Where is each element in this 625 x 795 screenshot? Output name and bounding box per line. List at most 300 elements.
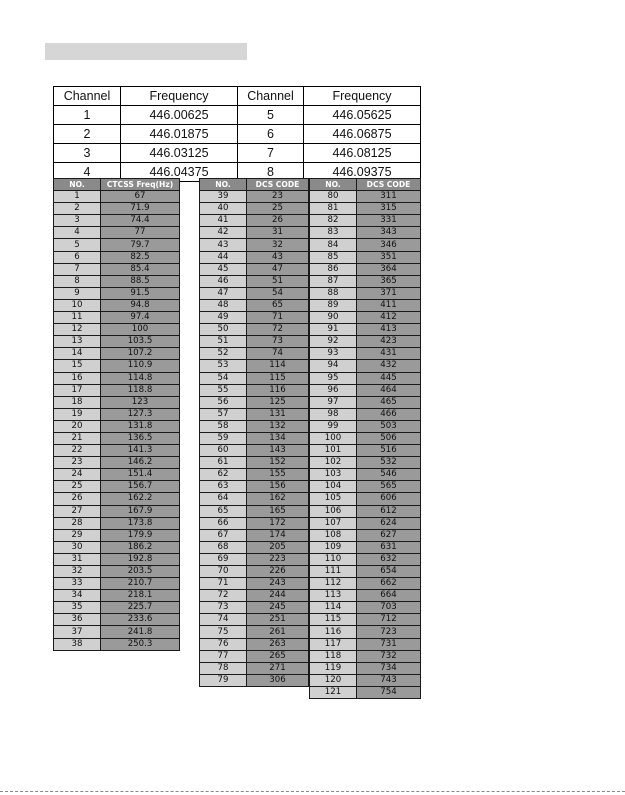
table-row xyxy=(310,432,421,444)
no-header: NO. xyxy=(200,179,247,191)
dcs-code-cell: 306 xyxy=(247,674,309,686)
number-cell: 6 xyxy=(54,251,101,263)
table-row xyxy=(200,614,309,626)
ctcss-frequency-cell: 136.5 xyxy=(101,432,180,444)
number-cell: 118 xyxy=(310,650,357,662)
frequency-cell: 446.05625 xyxy=(304,106,421,125)
dcs-code-cell: 54 xyxy=(247,287,309,299)
number-cell: 22 xyxy=(54,445,101,457)
number-cell: 47 xyxy=(200,287,247,299)
dcs-code-cell: 311 xyxy=(357,191,421,203)
number-cell: 3 xyxy=(54,215,101,227)
table-row xyxy=(200,590,309,602)
number-cell: 102 xyxy=(310,457,357,469)
number-cell: 37 xyxy=(54,626,101,638)
table-row xyxy=(54,541,180,553)
table-row xyxy=(200,203,309,215)
table-row xyxy=(54,191,180,203)
dcs-code-cell: 606 xyxy=(357,493,421,505)
number-cell: 26 xyxy=(54,493,101,505)
ctcss-frequency-cell: 173.8 xyxy=(101,517,180,529)
number-cell: 85 xyxy=(310,251,357,263)
channel-cell: 1 xyxy=(54,106,121,125)
dcs-code-cell: 411 xyxy=(357,299,421,311)
dcs-code-cell: 331 xyxy=(357,215,421,227)
channel-cell: 3 xyxy=(54,144,121,163)
number-cell: 112 xyxy=(310,578,357,590)
dcs-code-cell: 125 xyxy=(247,396,309,408)
table-row xyxy=(310,324,421,336)
frequency-cell: 446.03125 xyxy=(121,144,238,163)
number-cell: 61 xyxy=(200,457,247,469)
ctcss-frequency-cell: 156.7 xyxy=(101,481,180,493)
ctcss-frequency-cell: 67 xyxy=(101,191,180,203)
number-cell: 20 xyxy=(54,420,101,432)
table-row xyxy=(54,420,180,432)
dcs-code-cell: 114 xyxy=(247,360,309,372)
table-row xyxy=(54,360,180,372)
ctcss-frequency-cell: 74.4 xyxy=(101,215,180,227)
table-header-row xyxy=(310,179,421,191)
table-header-row xyxy=(54,87,421,106)
table-row xyxy=(310,191,421,203)
number-cell: 30 xyxy=(54,541,101,553)
frequency-cell: 446.09375 xyxy=(304,163,421,182)
dcs-code-cell: 627 xyxy=(357,529,421,541)
number-cell: 32 xyxy=(54,566,101,578)
table-header-row xyxy=(200,179,309,191)
table-row xyxy=(200,384,309,396)
table-row xyxy=(200,336,309,348)
dcs-code-cell: 734 xyxy=(357,662,421,674)
dcs-code-cell: 155 xyxy=(247,469,309,481)
dcs-code-table-1 xyxy=(199,178,309,687)
dcs-code-cell: 134 xyxy=(247,432,309,444)
number-cell: 116 xyxy=(310,626,357,638)
table-row xyxy=(54,517,180,529)
number-cell: 84 xyxy=(310,239,357,251)
table-row xyxy=(200,408,309,420)
dcs-code-cell: 654 xyxy=(357,566,421,578)
dcs-code-cell: 364 xyxy=(357,263,421,275)
ctcss-frequency-cell: 241.8 xyxy=(101,626,180,638)
table-row xyxy=(200,251,309,263)
table-row xyxy=(200,541,309,553)
dcs-code-cell: 412 xyxy=(357,312,421,324)
number-cell: 89 xyxy=(310,299,357,311)
number-cell: 25 xyxy=(54,481,101,493)
table-row xyxy=(310,203,421,215)
no-header: NO. xyxy=(310,179,357,191)
ctcss-frequency-cell: 71.9 xyxy=(101,203,180,215)
number-cell: 16 xyxy=(54,372,101,384)
table-header-row xyxy=(54,179,180,191)
number-cell: 111 xyxy=(310,566,357,578)
table-row xyxy=(200,299,309,311)
table-row xyxy=(200,553,309,565)
table-row xyxy=(310,457,421,469)
dcs-code-header: DCS CODE xyxy=(247,179,309,191)
number-cell: 80 xyxy=(310,191,357,203)
table-row xyxy=(54,553,180,565)
number-cell: 117 xyxy=(310,638,357,650)
table-row xyxy=(200,275,309,287)
table-row xyxy=(54,578,180,590)
ctcss-frequency-cell: 131.8 xyxy=(101,420,180,432)
dcs-code-cell: 244 xyxy=(247,590,309,602)
dcs-code-cell: 431 xyxy=(357,348,421,360)
table-row xyxy=(54,251,180,263)
table-row xyxy=(310,517,421,529)
table-row xyxy=(200,457,309,469)
number-cell: 35 xyxy=(54,602,101,614)
table-row xyxy=(54,638,180,650)
table-row xyxy=(310,396,421,408)
number-cell: 38 xyxy=(54,638,101,650)
number-cell: 71 xyxy=(200,578,247,590)
channel-frequency-table xyxy=(53,86,421,182)
table-row xyxy=(310,408,421,420)
frequency-cell: 446.00625 xyxy=(121,106,238,125)
number-cell: 107 xyxy=(310,517,357,529)
number-cell: 21 xyxy=(54,432,101,444)
dcs-code-cell: 51 xyxy=(247,275,309,287)
table-row xyxy=(54,566,180,578)
table-row xyxy=(200,602,309,614)
dcs-code-cell: 152 xyxy=(247,457,309,469)
dcs-code-cell: 516 xyxy=(357,445,421,457)
ctcss-frequency-cell: 100 xyxy=(101,324,180,336)
number-cell: 31 xyxy=(54,553,101,565)
number-cell: 106 xyxy=(310,505,357,517)
number-cell: 2 xyxy=(54,203,101,215)
dcs-code-cell: 546 xyxy=(357,469,421,481)
table-row xyxy=(310,360,421,372)
table-row xyxy=(200,287,309,299)
number-cell: 50 xyxy=(200,324,247,336)
table-row xyxy=(200,505,309,517)
ctcss-frequency-cell: 225.7 xyxy=(101,602,180,614)
ctcss-frequency-cell: 82.5 xyxy=(101,251,180,263)
dcs-code-cell: 162 xyxy=(247,493,309,505)
dcs-code-cell: 465 xyxy=(357,396,421,408)
number-cell: 91 xyxy=(310,324,357,336)
table-row xyxy=(310,469,421,481)
table-row xyxy=(310,384,421,396)
number-cell: 7 xyxy=(54,263,101,275)
table-row xyxy=(54,348,180,360)
dcs-code-cell: 73 xyxy=(247,336,309,348)
table-row xyxy=(54,372,180,384)
table-row xyxy=(200,263,309,275)
dcs-code-cell: 245 xyxy=(247,602,309,614)
number-cell: 54 xyxy=(200,372,247,384)
dcs-code-cell: 712 xyxy=(357,614,421,626)
number-cell: 24 xyxy=(54,469,101,481)
number-cell: 62 xyxy=(200,469,247,481)
number-cell: 5 xyxy=(54,239,101,251)
dcs-code-cell: 631 xyxy=(357,541,421,553)
number-cell: 52 xyxy=(200,348,247,360)
dcs-code-cell: 165 xyxy=(247,505,309,517)
number-cell: 66 xyxy=(200,517,247,529)
frequency-cell: 446.06875 xyxy=(304,125,421,144)
table-row xyxy=(54,602,180,614)
number-cell: 1 xyxy=(54,191,101,203)
dcs-code-cell: 662 xyxy=(357,578,421,590)
ctcss-frequency-cell: 79.7 xyxy=(101,239,180,251)
dcs-code-cell: 423 xyxy=(357,336,421,348)
dcs-code-cell: 445 xyxy=(357,372,421,384)
number-cell: 76 xyxy=(200,638,247,650)
number-cell: 29 xyxy=(54,529,101,541)
ctcss-frequency-cell: 91.5 xyxy=(101,287,180,299)
number-cell: 65 xyxy=(200,505,247,517)
table-row xyxy=(54,481,180,493)
number-cell: 4 xyxy=(54,227,101,239)
dcs-code-cell: 754 xyxy=(357,686,421,698)
number-cell: 73 xyxy=(200,602,247,614)
ctcss-table xyxy=(53,178,180,651)
ctcss-frequency-cell: 103.5 xyxy=(101,336,180,348)
table-row xyxy=(54,590,180,602)
number-cell: 96 xyxy=(310,384,357,396)
number-cell: 93 xyxy=(310,348,357,360)
table-row xyxy=(200,227,309,239)
no-header: NO. xyxy=(54,179,101,191)
number-cell: 68 xyxy=(200,541,247,553)
number-cell: 103 xyxy=(310,469,357,481)
dcs-code-cell: 223 xyxy=(247,553,309,565)
number-cell: 97 xyxy=(310,396,357,408)
table-row xyxy=(54,445,180,457)
dcs-code-cell: 143 xyxy=(247,445,309,457)
number-cell: 119 xyxy=(310,662,357,674)
dcs-code-cell: 243 xyxy=(247,578,309,590)
number-cell: 27 xyxy=(54,505,101,517)
table-row xyxy=(200,360,309,372)
table-row xyxy=(310,263,421,275)
channel-header: Channel xyxy=(54,87,121,106)
ctcss-frequency-cell: 107.2 xyxy=(101,348,180,360)
number-cell: 72 xyxy=(200,590,247,602)
number-cell: 99 xyxy=(310,420,357,432)
number-cell: 46 xyxy=(200,275,247,287)
table-row xyxy=(200,626,309,638)
number-cell: 82 xyxy=(310,215,357,227)
table-row xyxy=(310,638,421,650)
channel-cell: 6 xyxy=(238,125,304,144)
dcs-code-cell: 732 xyxy=(357,650,421,662)
number-cell: 40 xyxy=(200,203,247,215)
number-cell: 34 xyxy=(54,590,101,602)
number-cell: 28 xyxy=(54,517,101,529)
frequency-header: Frequency xyxy=(121,87,238,106)
table-row xyxy=(200,469,309,481)
table-row xyxy=(200,481,309,493)
number-cell: 120 xyxy=(310,674,357,686)
table-row xyxy=(200,396,309,408)
dcs-code-cell: 174 xyxy=(247,529,309,541)
number-cell: 60 xyxy=(200,445,247,457)
dcs-code-cell: 31 xyxy=(247,227,309,239)
number-cell: 15 xyxy=(54,360,101,372)
table-row xyxy=(310,590,421,602)
dcs-code-cell: 723 xyxy=(357,626,421,638)
table-row xyxy=(54,432,180,444)
table-row xyxy=(310,650,421,662)
channel-header: Channel xyxy=(238,87,304,106)
table-row xyxy=(200,420,309,432)
ctcss-frequency-cell: 97.4 xyxy=(101,312,180,324)
number-cell: 33 xyxy=(54,578,101,590)
redacted-title-bar xyxy=(45,43,247,60)
number-cell: 44 xyxy=(200,251,247,263)
ctcss-frequency-cell: 203.5 xyxy=(101,566,180,578)
number-cell: 11 xyxy=(54,312,101,324)
number-cell: 74 xyxy=(200,614,247,626)
dcs-code-cell: 25 xyxy=(247,203,309,215)
dcs-code-cell: 226 xyxy=(247,566,309,578)
table-row xyxy=(310,287,421,299)
dcs-code-cell: 172 xyxy=(247,517,309,529)
number-cell: 67 xyxy=(200,529,247,541)
number-cell: 90 xyxy=(310,312,357,324)
table-row xyxy=(310,215,421,227)
dcs-code-cell: 65 xyxy=(247,299,309,311)
table-row xyxy=(200,517,309,529)
number-cell: 53 xyxy=(200,360,247,372)
frequency-cell: 446.01875 xyxy=(121,125,238,144)
number-cell: 17 xyxy=(54,384,101,396)
number-cell: 41 xyxy=(200,215,247,227)
channel-cell: 8 xyxy=(238,163,304,182)
number-cell: 100 xyxy=(310,432,357,444)
table-row xyxy=(310,493,421,505)
table-row xyxy=(54,626,180,638)
dcs-code-cell: 371 xyxy=(357,287,421,299)
number-cell: 59 xyxy=(200,432,247,444)
dcs-code-table-2 xyxy=(309,178,421,699)
number-cell: 87 xyxy=(310,275,357,287)
number-cell: 77 xyxy=(200,650,247,662)
page-bottom-border xyxy=(0,791,625,792)
table-row xyxy=(310,578,421,590)
number-cell: 75 xyxy=(200,626,247,638)
number-cell: 36 xyxy=(54,614,101,626)
ctcss-frequency-cell: 85.4 xyxy=(101,263,180,275)
ctcss-frequency-cell: 233.6 xyxy=(101,614,180,626)
dcs-code-cell: 271 xyxy=(247,662,309,674)
ctcss-frequency-cell: 123 xyxy=(101,396,180,408)
number-cell: 14 xyxy=(54,348,101,360)
ctcss-frequency-cell: 88.5 xyxy=(101,275,180,287)
table-row xyxy=(310,553,421,565)
number-cell: 88 xyxy=(310,287,357,299)
dcs-code-cell: 261 xyxy=(247,626,309,638)
dcs-code-cell: 351 xyxy=(357,251,421,263)
number-cell: 109 xyxy=(310,541,357,553)
dcs-code-cell: 132 xyxy=(247,420,309,432)
table-row xyxy=(54,299,180,311)
number-cell: 57 xyxy=(200,408,247,420)
number-cell: 58 xyxy=(200,420,247,432)
channel-cell: 4 xyxy=(54,163,121,182)
dcs-code-cell: 413 xyxy=(357,324,421,336)
table-row xyxy=(310,686,421,698)
channel-cell: 7 xyxy=(238,144,304,163)
dcs-code-cell: 251 xyxy=(247,614,309,626)
table-row xyxy=(54,287,180,299)
number-cell: 42 xyxy=(200,227,247,239)
table-row xyxy=(310,420,421,432)
table-row xyxy=(310,674,421,686)
number-cell: 121 xyxy=(310,686,357,698)
number-cell: 63 xyxy=(200,481,247,493)
number-cell: 39 xyxy=(200,191,247,203)
channel-cell: 5 xyxy=(238,106,304,125)
number-cell: 56 xyxy=(200,396,247,408)
dcs-code-cell: 612 xyxy=(357,505,421,517)
table-row xyxy=(200,191,309,203)
ctcss-frequency-cell: 250.3 xyxy=(101,638,180,650)
dcs-code-cell: 506 xyxy=(357,432,421,444)
table-row xyxy=(54,529,180,541)
table-row xyxy=(310,602,421,614)
number-cell: 8 xyxy=(54,275,101,287)
table-row xyxy=(310,372,421,384)
table-row xyxy=(54,144,421,163)
dcs-code-cell: 503 xyxy=(357,420,421,432)
table-row xyxy=(200,372,309,384)
dcs-code-cell: 365 xyxy=(357,275,421,287)
table-row xyxy=(200,578,309,590)
number-cell: 110 xyxy=(310,553,357,565)
table-row xyxy=(200,239,309,251)
table-row xyxy=(54,614,180,626)
table-row xyxy=(310,275,421,287)
dcs-code-cell: 315 xyxy=(357,203,421,215)
number-cell: 86 xyxy=(310,263,357,275)
number-cell: 83 xyxy=(310,227,357,239)
number-cell: 23 xyxy=(54,457,101,469)
number-cell: 115 xyxy=(310,614,357,626)
dcs-code-cell: 115 xyxy=(247,372,309,384)
number-cell: 114 xyxy=(310,602,357,614)
number-cell: 43 xyxy=(200,239,247,251)
number-cell: 81 xyxy=(310,203,357,215)
dcs-code-cell: 343 xyxy=(357,227,421,239)
dcs-code-cell: 23 xyxy=(247,191,309,203)
table-row xyxy=(54,215,180,227)
dcs-code-cell: 632 xyxy=(357,553,421,565)
dcs-code-cell: 72 xyxy=(247,324,309,336)
dcs-code-cell: 703 xyxy=(357,602,421,614)
table-row xyxy=(54,203,180,215)
ctcss-frequency-cell: 162.2 xyxy=(101,493,180,505)
dcs-code-cell: 74 xyxy=(247,348,309,360)
dcs-code-cell: 624 xyxy=(357,517,421,529)
ctcss-frequency-cell: 167.9 xyxy=(101,505,180,517)
dcs-code-cell: 464 xyxy=(357,384,421,396)
ctcss-frequency-cell: 210.7 xyxy=(101,578,180,590)
number-cell: 104 xyxy=(310,481,357,493)
ctcss-frequency-cell: 77 xyxy=(101,227,180,239)
number-cell: 79 xyxy=(200,674,247,686)
dcs-code-cell: 532 xyxy=(357,457,421,469)
table-row xyxy=(200,348,309,360)
number-cell: 94 xyxy=(310,360,357,372)
